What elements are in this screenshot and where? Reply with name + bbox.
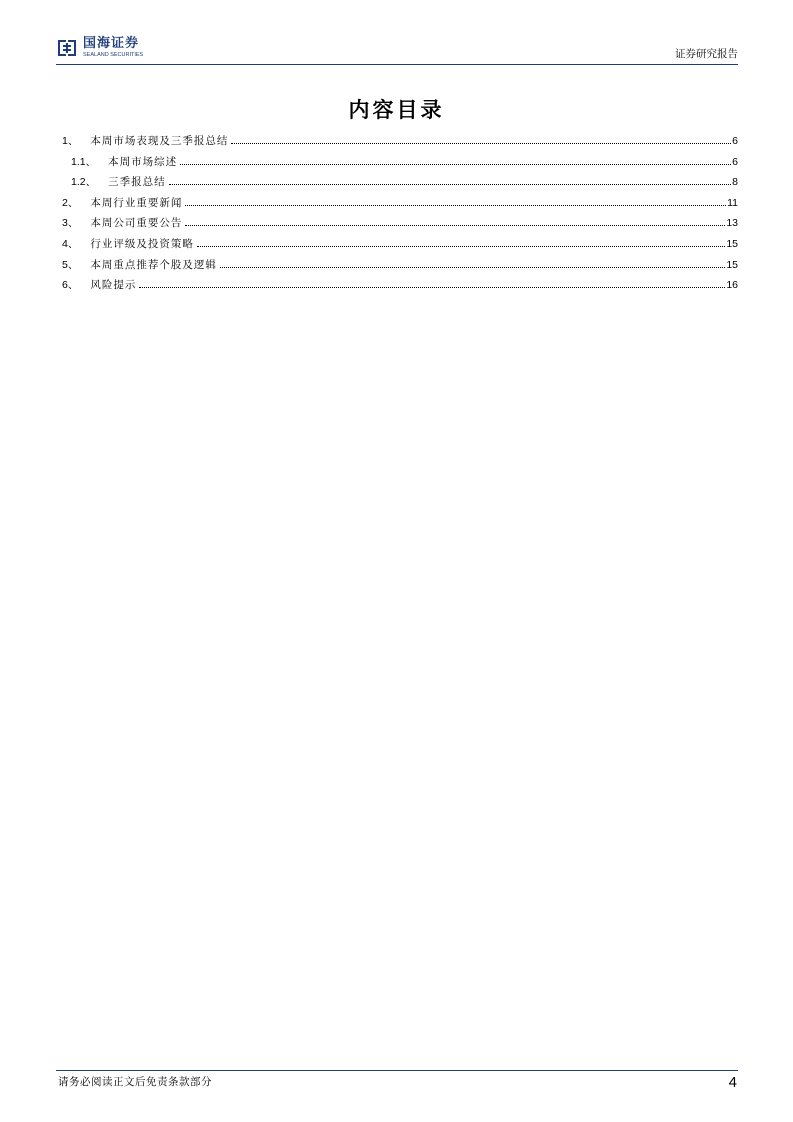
logo-english-name: SEALAND SECURITIES — [83, 52, 144, 58]
table-of-contents — [62, 134, 738, 299]
toc-entry[interactable] — [62, 155, 738, 176]
toc-entry-leader — [180, 163, 731, 165]
toc-entry-separator: 、 — [85, 176, 97, 189]
toc-entry-number: 5 — [62, 258, 68, 271]
toc-entry-title: 行业评级及投资策略 — [90, 237, 194, 250]
footer-disclaimer: 请务必阅读正文后免责条款部分 — [58, 1076, 212, 1088]
toc-entry-separator: 、 — [67, 279, 79, 292]
toc-entry-number: 1 — [62, 135, 68, 147]
toc-entry-title: 三季报总结 — [108, 176, 166, 189]
toc-entry-title: 本周市场表现及三季报总结 — [90, 135, 229, 147]
page-number: 4 — [728, 1074, 737, 1091]
footer-divider — [56, 1070, 738, 1071]
toc-entry-leader — [220, 266, 725, 268]
toc-entry-leader — [185, 224, 725, 226]
sealand-logo-icon — [56, 37, 78, 59]
page-header — [56, 34, 738, 64]
toc-entry-page: 11 — [727, 196, 738, 209]
toc-entry-separator: 、 — [67, 217, 79, 230]
toc-entry-title: 本周重点推荐个股及逻辑 — [90, 258, 217, 271]
toc-entry-leader — [185, 204, 726, 206]
toc-entry-separator: 、 — [67, 196, 79, 209]
toc-entry-leader — [169, 183, 732, 185]
company-logo — [56, 37, 166, 61]
toc-entry-separator: 、 — [67, 237, 79, 250]
toc-entry-number: 3 — [62, 217, 68, 230]
toc-entry-page: 13 — [726, 217, 738, 230]
toc-entry-number: 6 — [62, 279, 68, 292]
toc-entry[interactable] — [62, 258, 738, 279]
toc-entry-title: 风险提示 — [90, 279, 137, 292]
toc-entry-page: 6 — [732, 135, 738, 147]
toc-entry-number: 4 — [62, 237, 68, 250]
report-type-label: 证券研究报告 — [675, 48, 738, 60]
toc-entry-leader — [197, 245, 725, 247]
toc-entry-page: 8 — [732, 176, 738, 189]
toc-entry[interactable] — [62, 278, 738, 299]
toc-entry[interactable] — [62, 196, 738, 217]
toc-entry-leader — [231, 142, 731, 144]
toc-entry[interactable] — [62, 237, 738, 258]
toc-entry-separator: 、 — [67, 135, 79, 147]
toc-entry-number: 1.2 — [71, 176, 86, 189]
toc-entry-page: 15 — [726, 237, 738, 250]
toc-entry-separator: 、 — [67, 258, 79, 271]
toc-entry-page: 15 — [726, 258, 738, 271]
toc-entry-title: 本周公司重要公告 — [90, 217, 183, 230]
toc-entry-page: 16 — [726, 279, 738, 292]
toc-entry-page: 6 — [732, 155, 738, 168]
toc-entry[interactable] — [62, 216, 738, 237]
toc-entry-title: 本周行业重要新闻 — [90, 196, 183, 209]
toc-entry-leader — [139, 286, 725, 288]
toc-entry[interactable] — [62, 134, 738, 155]
header-divider — [56, 64, 738, 65]
logo-chinese-name: 国海证券 — [83, 36, 140, 51]
toc-entry-separator: 、 — [85, 155, 97, 168]
toc-title: 内容目录 — [348, 98, 445, 122]
toc-entry-title: 本周市场综述 — [108, 155, 178, 168]
toc-entry-number: 2 — [62, 196, 68, 209]
toc-entry-number: 1.1 — [71, 155, 86, 168]
toc-entry[interactable] — [62, 175, 738, 196]
